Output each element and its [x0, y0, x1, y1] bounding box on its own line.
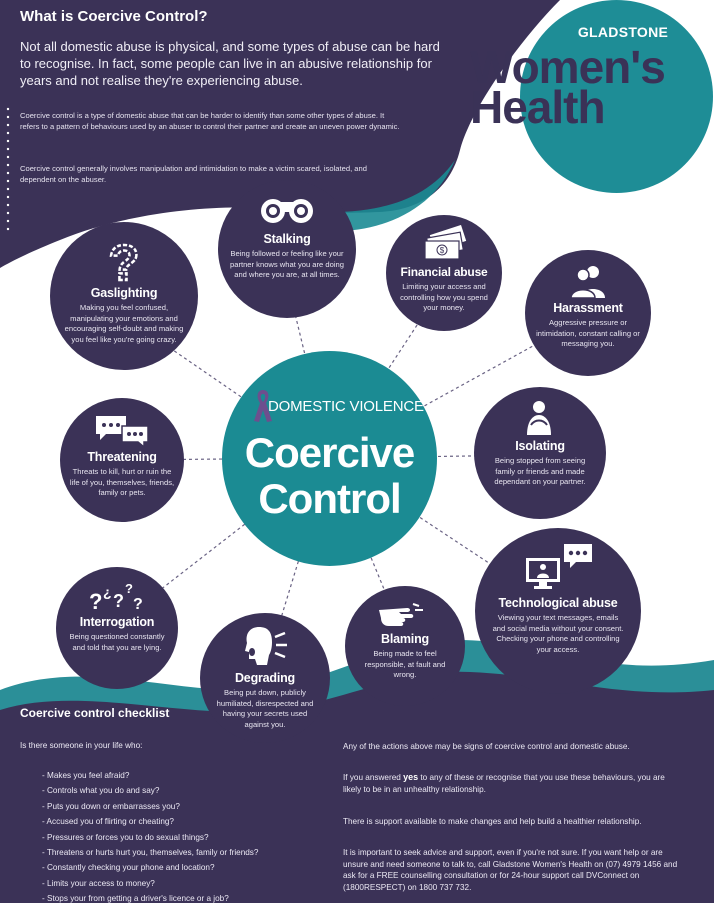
- harassment-desc: Aggressive pressure or intimidation, constant calling or messaging you.: [536, 318, 640, 348]
- threatening-desc: Threats to kill, hurt or ruin the life of you, themselves, friends, family or pets.: [69, 467, 175, 497]
- svg-text:?: ?: [89, 589, 103, 613]
- logo-gladstone: GLADSTONE: [577, 24, 669, 40]
- svg-text:?: ?: [113, 591, 124, 611]
- speech-bubbles-icon: [92, 412, 152, 448]
- node-interrogation: [56, 567, 178, 689]
- binoculars-icon: [259, 196, 315, 226]
- technological-title: Technological abuse: [498, 596, 618, 610]
- node-financial: [386, 215, 502, 331]
- isolating-desc: Being stopped from seeing family or friends and made dependant on your partner.: [494, 456, 586, 486]
- checklist-item: - Stops your from getting a driver's licence or a job?: [42, 894, 229, 903]
- stalking-desc: Being followed or feeling like your partner knows what you are doing and where you are, at all times.: [230, 249, 344, 279]
- decorative-dots: [6, 105, 10, 235]
- node-stalking: [218, 180, 356, 318]
- node-gaslighting: [50, 222, 198, 370]
- logo-health: Health: [470, 81, 605, 133]
- hub-title-line-1: Coercive: [244, 429, 415, 476]
- svg-text:¿: ¿: [103, 584, 112, 600]
- people-icon: [569, 264, 607, 298]
- intro-paragraph-2: Coercive control generally involves manipulation and intimidation to make a victim scared, isolated, and dependent on the abuser.: [20, 164, 367, 184]
- hub-title-line-2: Control: [258, 475, 401, 522]
- advice-p2-post: to any of these or recognise that you use these behaviours, you are likely to be in an unhealthy relationship.: [343, 773, 665, 794]
- advice-paragraph-2: [343, 772, 683, 795]
- svg-text:?: ?: [133, 596, 143, 613]
- question-mark-icon: [107, 236, 141, 284]
- gaslighting-title: Gaslighting: [90, 286, 158, 300]
- checklist-item: - Pressures or forces you to do sexual things?: [42, 832, 209, 842]
- svg-text:$: $: [439, 246, 445, 255]
- blaming-desc: Being made to feel responsible, at fault and wrong.: [364, 649, 446, 679]
- checklist-item: - Controls what you do and say?: [42, 786, 160, 796]
- shouting-head-icon: [241, 625, 289, 667]
- money-icon: [415, 225, 473, 265]
- intro-lead: Not all domestic abuse is physical, and some types of abuse can be hard to recognise. In fact, some people can live in an abusive relationship for years and not realise they're experiencing abuse.: [20, 39, 440, 88]
- advice-yes: yes: [403, 772, 419, 782]
- isolating-title: Isolating: [515, 439, 565, 453]
- interrogation-desc: Being questioned constantly and told that you are lying.: [69, 632, 165, 652]
- checklist-item: - Threatens or hurts hurt you, themselves, family or friends?: [42, 848, 259, 858]
- advice-paragraph-4: It is important to seek advice and support, even if you're not sure. If you want help or are unsure and need someone to talk to, call Gladstone Women's Health on (07) 4979 1456 and ask for a FREE counselling consultation or for 24-hour support call DVConnect on (1800RESPECT) on 1800 737 732.: [343, 848, 678, 892]
- advice-paragraph-3: There is support available to make changes and help build a healthier relationship.: [343, 817, 642, 826]
- node-threatening: [60, 398, 184, 522]
- question-marks-icon: [87, 579, 147, 613]
- technological-desc: Viewing your text messages, emails and social media without your consent. Checking your phone and controlling your access.: [492, 613, 624, 654]
- financial-desc: Limiting your access and controlling how you spend your money.: [400, 282, 488, 312]
- checklist-intro: Is there someone in your life who:: [20, 741, 143, 750]
- checklist-item: - Puts you down or embarrasses you?: [42, 801, 180, 811]
- advice-p2-pre: If you answered: [343, 773, 404, 782]
- node-blaming: [345, 586, 465, 706]
- gaslighting-desc: Making you feel confused, manipulating your emotions and encouraging self-doubt and making you feel like you're going crazy.: [64, 303, 184, 344]
- blaming-title: Blaming: [381, 632, 429, 646]
- intro-paragraph-1: Coercive control is a type of domestic abuse that can be harder to identify than some other types of abuse. It refers to a pattern of behaviours used by an abuser to control their partner and create an uneven power dynamic.: [20, 111, 400, 131]
- harassment-title: Harassment: [553, 301, 623, 315]
- node-harassment: [525, 250, 651, 376]
- sad-person-icon: [521, 399, 559, 437]
- hub-title: [222, 430, 437, 522]
- node-isolating: [474, 387, 606, 519]
- node-degrading: [200, 613, 330, 743]
- checklist-item: - Constantly checking your phone and location?: [42, 863, 215, 873]
- computer-chat-icon: [520, 542, 596, 592]
- degrading-title: Degrading: [234, 671, 295, 685]
- checklist-item: - Limits your access to money?: [42, 878, 155, 888]
- stalking-title: Stalking: [263, 232, 311, 246]
- logo-womens: Women's: [470, 41, 665, 93]
- financial-title: Financial abuse: [400, 265, 488, 279]
- pointing-hand-icon: [377, 600, 433, 628]
- threatening-title: Threatening: [87, 450, 157, 464]
- node-technological: [475, 528, 641, 694]
- checklist-title: Coercive control checklist: [20, 706, 170, 720]
- checklist-item: - Accused you of flirting or cheating?: [42, 817, 174, 827]
- degrading-desc: Being put down, publicly humiliated, disrespected and having your secrets used against you.: [216, 688, 314, 729]
- interrogation-title: Interrogation: [79, 615, 155, 629]
- svg-text:?: ?: [125, 581, 133, 596]
- hub-kicker: DOMESTIC VIOLENCE: [268, 398, 424, 415]
- checklist-item: - Makes you feel afraid?: [42, 771, 130, 780]
- advice-paragraph-1: Any of the actions above may be signs of coercive control and domestic abuse.: [343, 742, 630, 751]
- checklist-list: [42, 768, 258, 903]
- svg-text:?: ?: [108, 236, 140, 284]
- page-title: What is Coercive Control?: [20, 8, 208, 25]
